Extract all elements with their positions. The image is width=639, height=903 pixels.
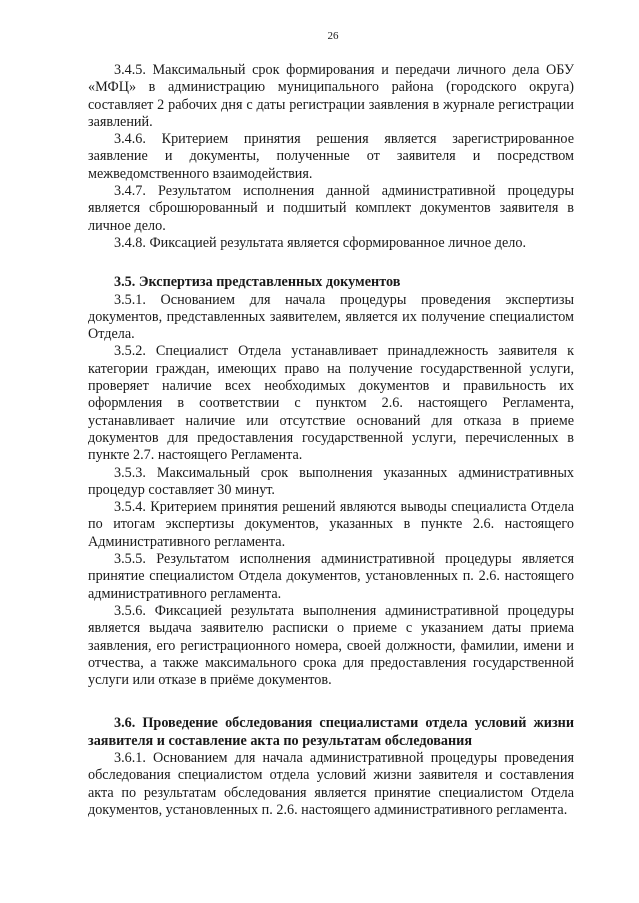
paragraph-3-5-4: 3.5.4. Критерием принятия решений являются выводы специалиста Отдела по итогам экспертизы документов, указанных в пункте 2.6. настоящего Административного регламента. bbox=[88, 499, 574, 550]
paragraph-3-5-3: 3.5.3. Максимальный срок выполнения указанных административных процедур составляет 30 минут. bbox=[88, 464, 574, 498]
paragraph-3-5-2: 3.5.2. Специалист Отдела устанавливает принадлежность заявителя к категории граждан, имеющих право на получение государственной услуги, проверяет наличие всех необходимых документов и правильность их оформления в соответствии с пунктом 2.6. настоящего Регламента, устанавливает наличие или отсутствие оснований для отказа в приеме документов для предоставления государственной услуги, перечисленных в пункте 2.7. настоящего Регламента. bbox=[88, 343, 574, 464]
paragraph-3-4-7: 3.4.7. Результатом исполнения данной административной процедуры является сброшюрованный и подшитый комплект документов заявителя в личное дело. bbox=[88, 183, 574, 234]
paragraph-3-4-8: 3.4.8. Фиксацией результата является сформированное личное дело. bbox=[114, 234, 526, 251]
paragraph-3-5-1: 3.5.1. Основанием для начала процедуры проведения экспертизы документов, представленных заявителем, является их получение специалистом Отдела. bbox=[88, 291, 574, 343]
paragraph-3-5-5: 3.5.5. Результатом исполнения административной процедуры является принятие специалистом Отдела документов, установленных п. 2.6. настоящего административного регламента. bbox=[88, 551, 574, 602]
section-spacer bbox=[88, 252, 574, 274]
paragraph-3-5-6: 3.5.6. Фиксацией результата выполнения административной процедуры является выдача заявителю расписки о приеме с указанием даты приема заявления, его регистрационного номера, своей должности, фамилии, имени и отчества, а также максимального срока для предоставления государственной услуги или отказе в приёме документов. bbox=[88, 602, 574, 689]
paragraph-3-4-6: 3.4.6. Критерием принятия решения является зарегистрированное заявление и документы, полученные от заявителя и посредством межведомственного взаимодействия. bbox=[88, 131, 574, 182]
section-heading-3-5: 3.5. Экспертиза представленных документов bbox=[114, 274, 401, 291]
section-heading-3-6: 3.6. Проведение обследования специалистами отдела условий жизни заявителя и составление акта по результатам обследования bbox=[88, 715, 574, 749]
paragraph-3-6-1: 3.6.1. Основанием для начала административной процедуры проведения обследования специалистом отдела условий жизни заявителя и составления акта по результатам обследования является принятие специалистом Отдела документов, установленных п. 2.6. настоящего административного регламента. bbox=[88, 749, 574, 818]
page-number: 26 bbox=[327, 30, 339, 42]
paragraph-3-4-5: 3.4.5. Максимальный срок формирования и передачи личного дела ОБУ «МФЦ» в администрацию муниципального района (городского округа) составляет 2 рабочих дня с даты регистрации заявления в журнале регистрации заявлений. bbox=[88, 62, 574, 130]
document-page bbox=[88, 30, 574, 819]
section-spacer bbox=[88, 689, 574, 715]
